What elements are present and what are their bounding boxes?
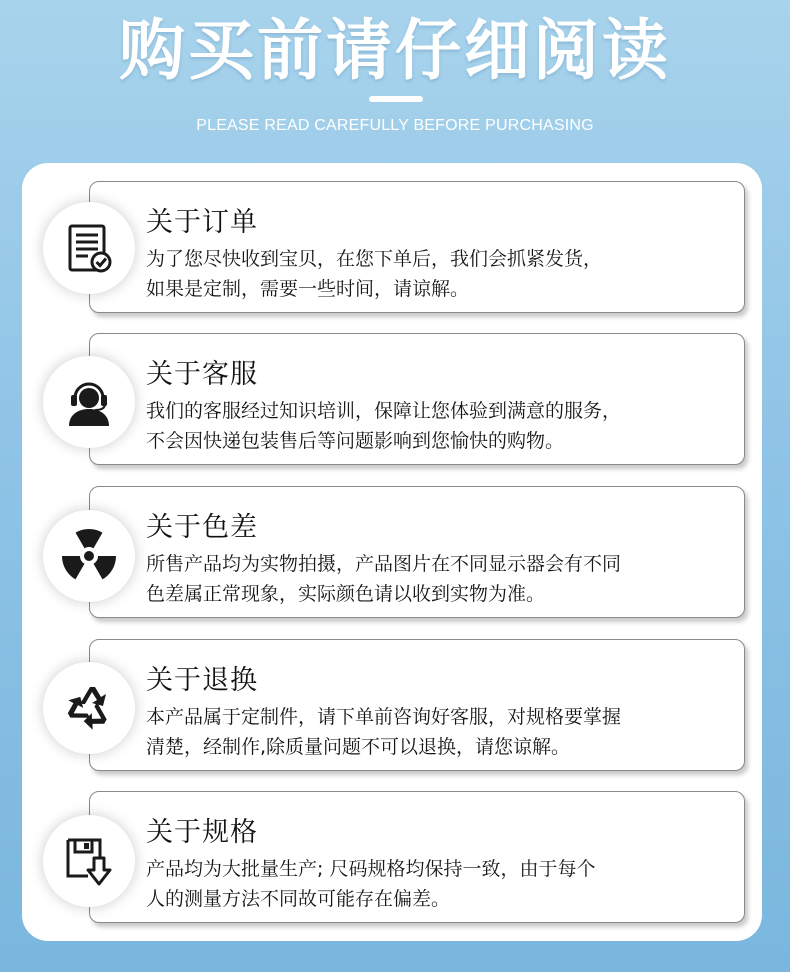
section-specifications: [89, 791, 745, 923]
section-line: 不会因快递包装售后等问题影响到您愉快的购物。: [146, 430, 565, 452]
section-line: 如果是定制，需要一些时间，请谅解。: [146, 278, 470, 300]
page-subtitle: PLEASE READ CAREFULLY BEFORE PURCHASING: [196, 117, 594, 134]
order-document-icon: [43, 202, 135, 294]
section-line: 为了您尽快收到宝贝，在您下单后，我们会抓紧发货，: [146, 248, 603, 270]
section-title: 关于退换: [146, 665, 258, 696]
section-line: 本产品属于定制件，请下单前咨询好客服，对规格要掌握: [146, 706, 622, 728]
section-order: [89, 181, 745, 313]
customer-service-icon: [43, 356, 135, 448]
section-line: 所售产品均为实物拍摄，产品图片在不同显示器会有不同: [146, 553, 622, 575]
section-title: 关于订单: [146, 207, 258, 238]
color-difference-icon: [43, 510, 135, 602]
section-return-exchange: [89, 639, 745, 771]
section-line: 产品均为大批量生产; 尺码规格均保持一致，由于每个: [146, 858, 596, 880]
section-body: [146, 702, 736, 762]
section-customer-service: [89, 333, 745, 465]
section-line: 清楚，经制作,除质量问题不可以退换，请您谅解。: [146, 736, 571, 758]
section-line: 我们的客服经过知识培训，保障让您体验到满意的服务，: [146, 400, 622, 422]
section-body: [146, 549, 736, 609]
section-color-difference: [89, 486, 745, 618]
title-underline: [369, 96, 423, 102]
section-body: [146, 244, 736, 304]
section-body: [146, 854, 736, 914]
page-title: 购买前请仔细阅读: [119, 12, 671, 89]
section-line: 色差属正常现象，实际颜色请以收到实物为准。: [146, 583, 546, 605]
section-body: [146, 396, 736, 456]
section-title: 关于规格: [146, 817, 258, 848]
section-title: 关于色差: [146, 512, 258, 543]
section-line: 人的测量方法不同故可能存在偏差。: [146, 888, 451, 910]
download-icon: [43, 815, 135, 907]
section-title: 关于客服: [146, 359, 258, 390]
recycle-icon: [43, 662, 135, 754]
